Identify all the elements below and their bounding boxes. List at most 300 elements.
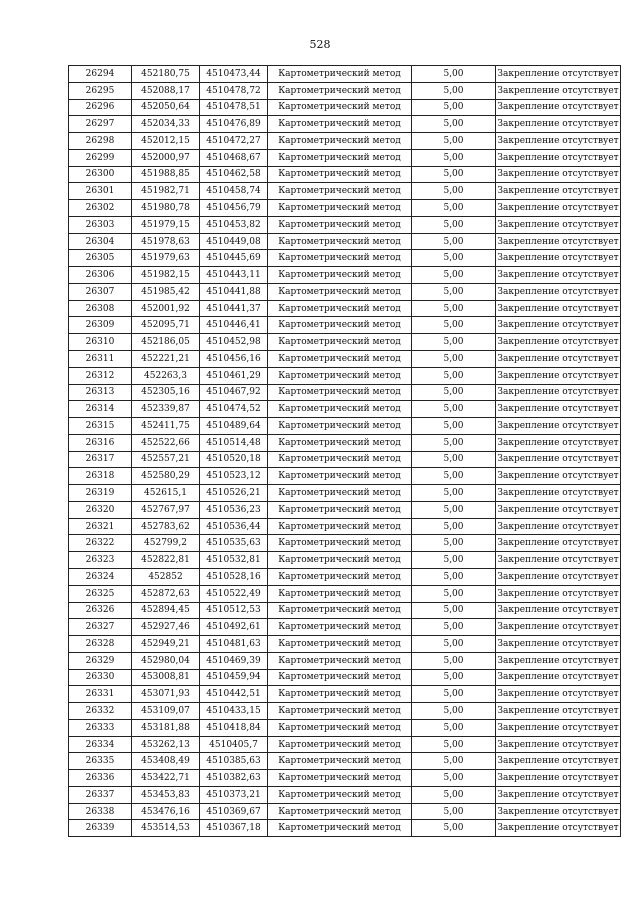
y-coordinate-cell: 4510367,18: [200, 820, 268, 837]
accuracy-cell: 5,00: [412, 703, 496, 720]
table-row: [69, 686, 621, 703]
fixing-description-cell: Закрепление отсутствует: [496, 384, 621, 401]
y-coordinate-cell: 4510523,12: [200, 468, 268, 485]
table-row: [69, 418, 621, 435]
point-number-cell: 26304: [69, 233, 132, 250]
table-row: [69, 300, 621, 317]
y-coordinate-cell: 4510512,53: [200, 602, 268, 619]
point-number-cell: 26312: [69, 367, 132, 384]
y-coordinate-cell: 4510468,67: [200, 149, 268, 166]
fixing-description-cell: Закрепление отсутствует: [496, 669, 621, 686]
point-number-cell: 26319: [69, 485, 132, 502]
fixing-description-cell: Закрепление отсутствует: [496, 317, 621, 334]
accuracy-cell: 5,00: [412, 585, 496, 602]
fixing-description-cell: Закрепление отсутствует: [496, 133, 621, 150]
table-row: [69, 401, 621, 418]
table-row: [69, 736, 621, 753]
fixing-description-cell: Закрепление отсутствует: [496, 602, 621, 619]
y-coordinate-cell: 4510449,08: [200, 233, 268, 250]
method-cell: Картометрический метод: [268, 317, 412, 334]
method-cell: Картометрический метод: [268, 384, 412, 401]
point-number-cell: 26309: [69, 317, 132, 334]
accuracy-cell: 5,00: [412, 99, 496, 116]
x-coordinate-cell: 452980,04: [132, 652, 200, 669]
x-coordinate-cell: 452799,2: [132, 535, 200, 552]
y-coordinate-cell: 4510453,82: [200, 216, 268, 233]
table-row: [69, 703, 621, 720]
point-number-cell: 26311: [69, 351, 132, 368]
fixing-description-cell: Закрепление отсутствует: [496, 719, 621, 736]
point-number-cell: 26331: [69, 686, 132, 703]
method-cell: Картометрический метод: [268, 636, 412, 653]
table-row: [69, 518, 621, 535]
fixing-description-cell: Закрепление отсутствует: [496, 334, 621, 351]
point-number-cell: 26335: [69, 753, 132, 770]
accuracy-cell: 5,00: [412, 434, 496, 451]
point-number-cell: 26332: [69, 703, 132, 720]
x-coordinate-cell: 452050,64: [132, 99, 200, 116]
point-number-cell: 26302: [69, 200, 132, 217]
x-coordinate-cell: 452263,3: [132, 367, 200, 384]
accuracy-cell: 5,00: [412, 719, 496, 736]
fixing-description-cell: Закрепление отсутствует: [496, 149, 621, 166]
accuracy-cell: 5,00: [412, 216, 496, 233]
method-cell: Картометрический метод: [268, 351, 412, 368]
page-number: 528: [309, 38, 331, 51]
method-cell: Картометрический метод: [268, 669, 412, 686]
point-number-cell: 26321: [69, 518, 132, 535]
point-number-cell: 26297: [69, 116, 132, 133]
accuracy-cell: 5,00: [412, 485, 496, 502]
accuracy-cell: 5,00: [412, 451, 496, 468]
fixing-description-cell: Закрепление отсутствует: [496, 233, 621, 250]
accuracy-cell: 5,00: [412, 384, 496, 401]
point-number-cell: 26336: [69, 770, 132, 787]
fixing-description-cell: Закрепление отсутствует: [496, 267, 621, 284]
point-number-cell: 26325: [69, 585, 132, 602]
fixing-description-cell: Закрепление отсутствует: [496, 351, 621, 368]
method-cell: Картометрический метод: [268, 434, 412, 451]
y-coordinate-cell: 4510385,63: [200, 753, 268, 770]
accuracy-cell: 5,00: [412, 753, 496, 770]
x-coordinate-cell: 453422,71: [132, 770, 200, 787]
x-coordinate-cell: 452186,05: [132, 334, 200, 351]
point-number-cell: 26294: [69, 66, 132, 83]
accuracy-cell: 5,00: [412, 116, 496, 133]
accuracy-cell: 5,00: [412, 317, 496, 334]
point-number-cell: 26295: [69, 82, 132, 99]
y-coordinate-cell: 4510441,37: [200, 300, 268, 317]
table-row: [69, 803, 621, 820]
point-number-cell: 26296: [69, 99, 132, 116]
y-coordinate-cell: 4510474,52: [200, 401, 268, 418]
fixing-description-cell: Закрепление отсутствует: [496, 753, 621, 770]
y-coordinate-cell: 4510458,74: [200, 183, 268, 200]
method-cell: Картометрический метод: [268, 753, 412, 770]
accuracy-cell: 5,00: [412, 803, 496, 820]
method-cell: Картометрический метод: [268, 233, 412, 250]
accuracy-cell: 5,00: [412, 283, 496, 300]
fixing-description-cell: Закрепление отсутствует: [496, 501, 621, 518]
accuracy-cell: 5,00: [412, 770, 496, 787]
table-row: [69, 602, 621, 619]
x-coordinate-cell: 451979,63: [132, 250, 200, 267]
y-coordinate-cell: 4510382,63: [200, 770, 268, 787]
fixing-description-cell: Закрепление отсутствует: [496, 619, 621, 636]
y-coordinate-cell: 4510492,61: [200, 619, 268, 636]
point-number-cell: 26316: [69, 434, 132, 451]
point-number-cell: 26327: [69, 619, 132, 636]
accuracy-cell: 5,00: [412, 418, 496, 435]
method-cell: Картометрический метод: [268, 652, 412, 669]
method-cell: Картометрический метод: [268, 552, 412, 569]
method-cell: Картометрический метод: [268, 216, 412, 233]
method-cell: Картометрический метод: [268, 619, 412, 636]
point-number-cell: 26315: [69, 418, 132, 435]
method-cell: Картометрический метод: [268, 166, 412, 183]
fixing-description-cell: Закрепление отсутствует: [496, 468, 621, 485]
x-coordinate-cell: 453262,13: [132, 736, 200, 753]
fixing-description-cell: Закрепление отсутствует: [496, 216, 621, 233]
point-number-cell: 26328: [69, 636, 132, 653]
accuracy-cell: 5,00: [412, 183, 496, 200]
x-coordinate-cell: 452872,63: [132, 585, 200, 602]
table-row: [69, 99, 621, 116]
point-number-cell: 26323: [69, 552, 132, 569]
point-number-cell: 26338: [69, 803, 132, 820]
table-row: [69, 619, 621, 636]
method-cell: Картометрический метод: [268, 770, 412, 787]
point-number-cell: 26322: [69, 535, 132, 552]
accuracy-cell: 5,00: [412, 82, 496, 99]
y-coordinate-cell: 4510478,51: [200, 99, 268, 116]
method-cell: Картометрический метод: [268, 300, 412, 317]
fixing-description-cell: Закрепление отсутствует: [496, 401, 621, 418]
table-row: [69, 283, 621, 300]
point-number-cell: 26299: [69, 149, 132, 166]
table-row: [69, 770, 621, 787]
fixing-description-cell: Закрепление отсутствует: [496, 451, 621, 468]
x-coordinate-cell: 452221,21: [132, 351, 200, 368]
point-number-cell: 26300: [69, 166, 132, 183]
point-number-cell: 26317: [69, 451, 132, 468]
x-coordinate-cell: 452949,21: [132, 636, 200, 653]
method-cell: Картометрический метод: [268, 518, 412, 535]
y-coordinate-cell: 4510535,63: [200, 535, 268, 552]
y-coordinate-cell: 4510478,72: [200, 82, 268, 99]
x-coordinate-cell: 453408,49: [132, 753, 200, 770]
fixing-description-cell: Закрепление отсутствует: [496, 166, 621, 183]
x-coordinate-cell: 451978,63: [132, 233, 200, 250]
point-number-cell: 26329: [69, 652, 132, 669]
accuracy-cell: 5,00: [412, 250, 496, 267]
y-coordinate-cell: 4510461,29: [200, 367, 268, 384]
x-coordinate-cell: 451985,42: [132, 283, 200, 300]
y-coordinate-cell: 4510433,15: [200, 703, 268, 720]
point-number-cell: 26320: [69, 501, 132, 518]
method-cell: Картометрический метод: [268, 451, 412, 468]
method-cell: Картометрический метод: [268, 367, 412, 384]
table-row: [69, 133, 621, 150]
table-row: [69, 183, 621, 200]
y-coordinate-cell: 4510514,48: [200, 434, 268, 451]
method-cell: Картометрический метод: [268, 468, 412, 485]
point-number-cell: 26301: [69, 183, 132, 200]
y-coordinate-cell: 4510445,69: [200, 250, 268, 267]
method-cell: Картометрический метод: [268, 686, 412, 703]
table-row: [69, 568, 621, 585]
x-coordinate-cell: 452927,46: [132, 619, 200, 636]
method-cell: Картометрический метод: [268, 719, 412, 736]
method-cell: Картометрический метод: [268, 485, 412, 502]
accuracy-cell: 5,00: [412, 334, 496, 351]
table-row: [69, 719, 621, 736]
accuracy-cell: 5,00: [412, 602, 496, 619]
x-coordinate-cell: 452822,81: [132, 552, 200, 569]
fixing-description-cell: Закрепление отсутствует: [496, 283, 621, 300]
accuracy-cell: 5,00: [412, 619, 496, 636]
accuracy-cell: 5,00: [412, 300, 496, 317]
table-row: [69, 116, 621, 133]
point-number-cell: 26333: [69, 719, 132, 736]
x-coordinate-cell: 451979,15: [132, 216, 200, 233]
fixing-description-cell: Закрепление отсутствует: [496, 568, 621, 585]
y-coordinate-cell: 4510446,41: [200, 317, 268, 334]
y-coordinate-cell: 4510456,16: [200, 351, 268, 368]
table-row: [69, 636, 621, 653]
x-coordinate-cell: 452894,45: [132, 602, 200, 619]
accuracy-cell: 5,00: [412, 669, 496, 686]
x-coordinate-cell: 451982,71: [132, 183, 200, 200]
accuracy-cell: 5,00: [412, 636, 496, 653]
accuracy-cell: 5,00: [412, 351, 496, 368]
accuracy-cell: 5,00: [412, 736, 496, 753]
method-cell: Картометрический метод: [268, 602, 412, 619]
method-cell: Картометрический метод: [268, 200, 412, 217]
x-coordinate-cell: 451982,15: [132, 267, 200, 284]
x-coordinate-cell: 453181,88: [132, 719, 200, 736]
accuracy-cell: 5,00: [412, 468, 496, 485]
fixing-description-cell: Закрепление отсутствует: [496, 434, 621, 451]
table-row: [69, 66, 621, 83]
table-row: [69, 384, 621, 401]
fixing-description-cell: Закрепление отсутствует: [496, 535, 621, 552]
point-number-cell: 26334: [69, 736, 132, 753]
y-coordinate-cell: 4510526,21: [200, 485, 268, 502]
point-number-cell: 26310: [69, 334, 132, 351]
method-cell: Картометрический метод: [268, 501, 412, 518]
fixing-description-cell: Закрепление отсутствует: [496, 770, 621, 787]
x-coordinate-cell: 453476,16: [132, 803, 200, 820]
x-coordinate-cell: 452001,92: [132, 300, 200, 317]
accuracy-cell: 5,00: [412, 652, 496, 669]
point-number-cell: 26326: [69, 602, 132, 619]
table-row: [69, 485, 621, 502]
method-cell: Картометрический метод: [268, 283, 412, 300]
fixing-description-cell: Закрепление отсутствует: [496, 99, 621, 116]
x-coordinate-cell: 452012,15: [132, 133, 200, 150]
method-cell: Картометрический метод: [268, 820, 412, 837]
point-number-cell: 26324: [69, 568, 132, 585]
method-cell: Картометрический метод: [268, 82, 412, 99]
x-coordinate-cell: 452305,16: [132, 384, 200, 401]
y-coordinate-cell: 4510476,89: [200, 116, 268, 133]
y-coordinate-cell: 4510452,98: [200, 334, 268, 351]
point-number-cell: 26318: [69, 468, 132, 485]
x-coordinate-cell: 452852: [132, 568, 200, 585]
fixing-description-cell: Закрепление отсутствует: [496, 250, 621, 267]
x-coordinate-cell: 452411,75: [132, 418, 200, 435]
accuracy-cell: 5,00: [412, 166, 496, 183]
accuracy-cell: 5,00: [412, 552, 496, 569]
coordinates-table: [68, 65, 621, 837]
accuracy-cell: 5,00: [412, 535, 496, 552]
x-coordinate-cell: 452580,29: [132, 468, 200, 485]
point-number-cell: 26337: [69, 786, 132, 803]
method-cell: Картометрический метод: [268, 66, 412, 83]
fixing-description-cell: Закрепление отсутствует: [496, 803, 621, 820]
y-coordinate-cell: 4510405,7: [200, 736, 268, 753]
point-number-cell: 26314: [69, 401, 132, 418]
method-cell: Картометрический метод: [268, 133, 412, 150]
method-cell: Картометрический метод: [268, 568, 412, 585]
fixing-description-cell: Закрепление отсутствует: [496, 585, 621, 602]
table-row: [69, 200, 621, 217]
accuracy-cell: 5,00: [412, 149, 496, 166]
y-coordinate-cell: 4510456,79: [200, 200, 268, 217]
point-number-cell: 26308: [69, 300, 132, 317]
accuracy-cell: 5,00: [412, 267, 496, 284]
y-coordinate-cell: 4510462,58: [200, 166, 268, 183]
y-coordinate-cell: 4510489,64: [200, 418, 268, 435]
method-cell: Картометрический метод: [268, 736, 412, 753]
table-row: [69, 367, 621, 384]
table-row: [69, 468, 621, 485]
accuracy-cell: 5,00: [412, 233, 496, 250]
table-row: [69, 585, 621, 602]
table-row: [69, 820, 621, 837]
x-coordinate-cell: 453109,07: [132, 703, 200, 720]
table-row: [69, 786, 621, 803]
accuracy-cell: 5,00: [412, 367, 496, 384]
x-coordinate-cell: 453453,83: [132, 786, 200, 803]
fixing-description-cell: Закрепление отсутствует: [496, 552, 621, 569]
fixing-description-cell: Закрепление отсутствует: [496, 820, 621, 837]
table-row: [69, 216, 621, 233]
y-coordinate-cell: 4510441,88: [200, 283, 268, 300]
table-row: [69, 250, 621, 267]
y-coordinate-cell: 4510418,84: [200, 719, 268, 736]
method-cell: Картометрический метод: [268, 703, 412, 720]
table-row: [69, 267, 621, 284]
table-row: [69, 652, 621, 669]
table-row: [69, 149, 621, 166]
point-number-cell: 26307: [69, 283, 132, 300]
point-number-cell: 26303: [69, 216, 132, 233]
point-number-cell: 26330: [69, 669, 132, 686]
accuracy-cell: 5,00: [412, 786, 496, 803]
fixing-description-cell: Закрепление отсутствует: [496, 82, 621, 99]
table-row: [69, 552, 621, 569]
fixing-description-cell: Закрепление отсутствует: [496, 116, 621, 133]
accuracy-cell: 5,00: [412, 501, 496, 518]
method-cell: Картометрический метод: [268, 116, 412, 133]
y-coordinate-cell: 4510442,51: [200, 686, 268, 703]
fixing-description-cell: Закрепление отсутствует: [496, 183, 621, 200]
y-coordinate-cell: 4510443,11: [200, 267, 268, 284]
y-coordinate-cell: 4510472,27: [200, 133, 268, 150]
fixing-description-cell: Закрепление отсутствует: [496, 300, 621, 317]
x-coordinate-cell: 451980,78: [132, 200, 200, 217]
x-coordinate-cell: 452088,17: [132, 82, 200, 99]
fixing-description-cell: Закрепление отсутствует: [496, 736, 621, 753]
x-coordinate-cell: 452557,21: [132, 451, 200, 468]
y-coordinate-cell: 4510522,49: [200, 585, 268, 602]
x-coordinate-cell: 453008,81: [132, 669, 200, 686]
y-coordinate-cell: 4510528,16: [200, 568, 268, 585]
point-number-cell: 26298: [69, 133, 132, 150]
table-row: [69, 334, 621, 351]
method-cell: Картометрический метод: [268, 418, 412, 435]
table-row: [69, 501, 621, 518]
fixing-description-cell: Закрепление отсутствует: [496, 703, 621, 720]
method-cell: Картометрический метод: [268, 786, 412, 803]
method-cell: Картометрический метод: [268, 535, 412, 552]
table-row: [69, 753, 621, 770]
accuracy-cell: 5,00: [412, 66, 496, 83]
method-cell: Картометрический метод: [268, 267, 412, 284]
fixing-description-cell: Закрепление отсутствует: [496, 367, 621, 384]
fixing-description-cell: Закрепление отсутствует: [496, 686, 621, 703]
y-coordinate-cell: 4510369,67: [200, 803, 268, 820]
point-number-cell: 26313: [69, 384, 132, 401]
fixing-description-cell: Закрепление отсутствует: [496, 485, 621, 502]
accuracy-cell: 5,00: [412, 200, 496, 217]
fixing-description-cell: Закрепление отсутствует: [496, 518, 621, 535]
table-row: [69, 451, 621, 468]
method-cell: Картометрический метод: [268, 149, 412, 166]
y-coordinate-cell: 4510473,44: [200, 66, 268, 83]
method-cell: Картометрический метод: [268, 250, 412, 267]
table-row: [69, 434, 621, 451]
y-coordinate-cell: 4510481,63: [200, 636, 268, 653]
fixing-description-cell: Закрепление отсутствует: [496, 636, 621, 653]
table-row: [69, 317, 621, 334]
x-coordinate-cell: 452180,75: [132, 66, 200, 83]
point-number-cell: 26339: [69, 820, 132, 837]
x-coordinate-cell: 452339,87: [132, 401, 200, 418]
y-coordinate-cell: 4510520,18: [200, 451, 268, 468]
fixing-description-cell: Закрепление отсутствует: [496, 786, 621, 803]
y-coordinate-cell: 4510536,23: [200, 501, 268, 518]
table-row: [69, 669, 621, 686]
accuracy-cell: 5,00: [412, 568, 496, 585]
x-coordinate-cell: 452615,1: [132, 485, 200, 502]
y-coordinate-cell: 4510373,21: [200, 786, 268, 803]
x-coordinate-cell: 452783,62: [132, 518, 200, 535]
x-coordinate-cell: 452522,66: [132, 434, 200, 451]
accuracy-cell: 5,00: [412, 518, 496, 535]
x-coordinate-cell: 452000,97: [132, 149, 200, 166]
x-coordinate-cell: 453514,53: [132, 820, 200, 837]
x-coordinate-cell: 453071,93: [132, 686, 200, 703]
table-row: [69, 82, 621, 99]
y-coordinate-cell: 4510532,81: [200, 552, 268, 569]
method-cell: Картометрический метод: [268, 803, 412, 820]
accuracy-cell: 5,00: [412, 686, 496, 703]
table-row: [69, 233, 621, 250]
fixing-description-cell: Закрепление отсутствует: [496, 418, 621, 435]
